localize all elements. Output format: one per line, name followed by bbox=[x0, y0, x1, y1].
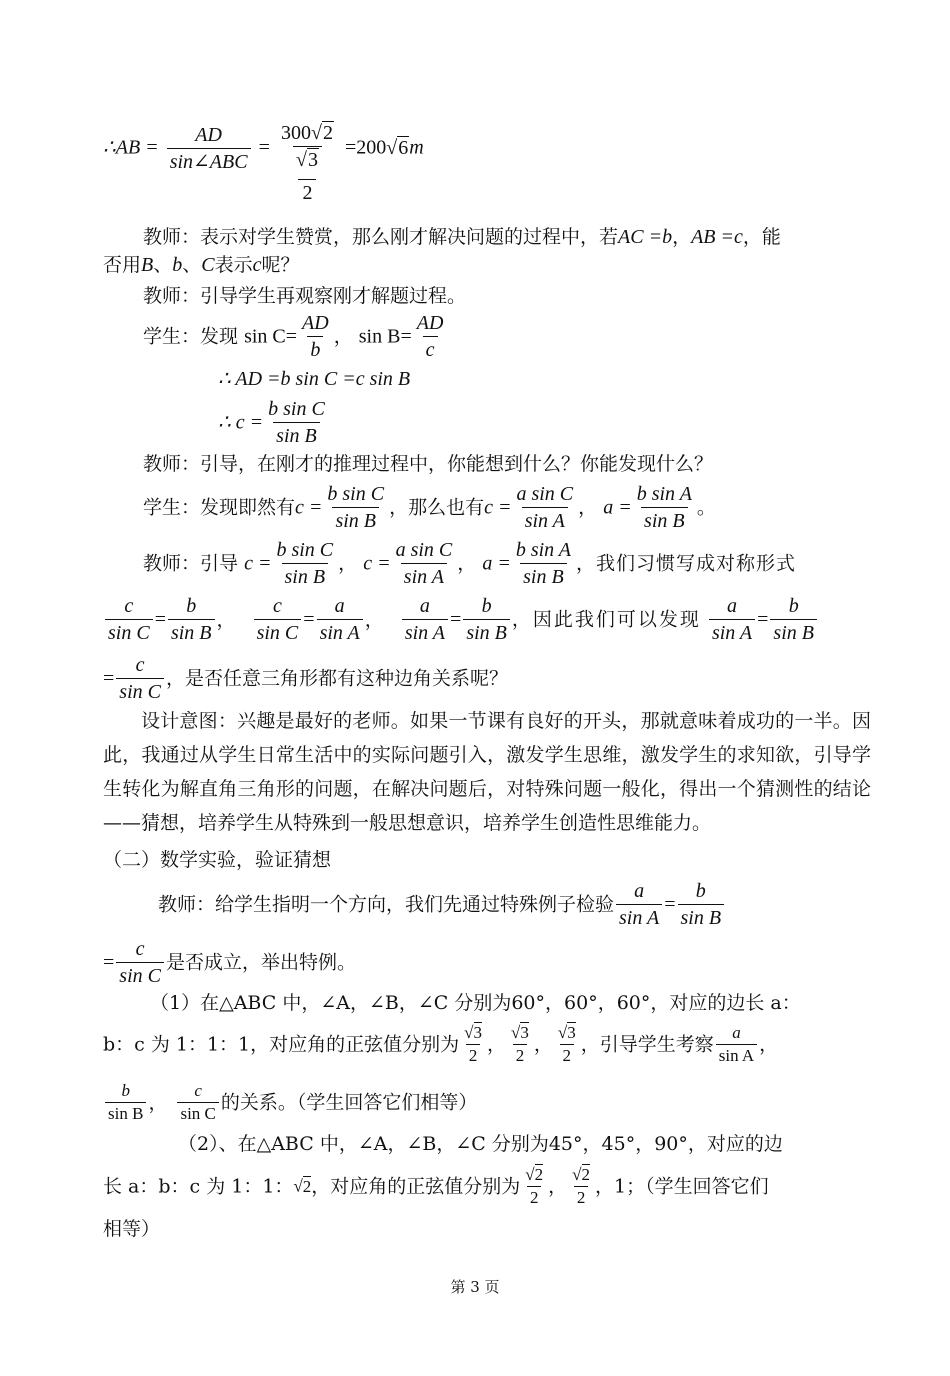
radicand: 6 bbox=[398, 136, 409, 159]
text: 教师：引导 bbox=[143, 552, 239, 575]
numerator: a bbox=[334, 595, 345, 617]
numerator: √3 bbox=[557, 1023, 576, 1042]
text: 教师：给学生指明一个方向，我们先通过特殊例子检验 bbox=[158, 893, 615, 916]
numerator: b bbox=[481, 595, 492, 617]
comma: ， bbox=[487, 1033, 507, 1056]
denominator: sin B bbox=[678, 904, 725, 931]
ab-eq-c: AB =c bbox=[691, 226, 743, 248]
denominator: 2 bbox=[527, 1186, 542, 1209]
numerator: b bbox=[121, 1081, 130, 1100]
radicand: 2 bbox=[581, 1165, 590, 1184]
teacher-line-4 bbox=[143, 537, 796, 590]
fraction-b-sinb bbox=[463, 593, 510, 646]
denominator: 2 bbox=[466, 1044, 481, 1067]
fraction-bsinc-sinb bbox=[273, 537, 336, 590]
fraction-bsina-sinb bbox=[634, 481, 695, 534]
c-label: c = bbox=[295, 496, 323, 519]
numerator: c bbox=[135, 938, 145, 960]
denominator: sin B bbox=[332, 507, 379, 534]
numerator: c bbox=[135, 654, 145, 676]
fraction-300root2 bbox=[278, 120, 337, 206]
numerator: b bbox=[695, 880, 706, 902]
comma: ， bbox=[533, 1033, 553, 1056]
result-value: =200 bbox=[344, 136, 387, 159]
equals: = bbox=[757, 608, 769, 631]
denominator: sin B bbox=[463, 619, 510, 646]
denominator: sin C bbox=[254, 619, 302, 646]
comma: ， bbox=[672, 226, 692, 248]
comma: ， bbox=[759, 1033, 779, 1056]
text: b：c 为 1：1：1，对应角的正弦值分别为 bbox=[103, 1033, 460, 1056]
numerator: √2 bbox=[525, 1165, 544, 1184]
text: ，引导学生考察 bbox=[580, 1033, 714, 1056]
student-line-1 bbox=[143, 310, 448, 363]
denominator: sin A bbox=[616, 904, 662, 931]
var-C: C bbox=[201, 254, 215, 276]
text: 教师：表示对学生赞赏，那么刚才解决问题的过程中，若 bbox=[143, 226, 619, 248]
example-2-line-2 bbox=[103, 1164, 769, 1209]
numerator: a sin C bbox=[395, 539, 453, 561]
question-line bbox=[103, 652, 508, 705]
symmetric-forms bbox=[103, 593, 819, 646]
comma: ， bbox=[548, 1175, 568, 1198]
radicand: 2 bbox=[302, 1176, 312, 1196]
numerator: AD bbox=[416, 312, 444, 334]
period: 。 bbox=[696, 496, 716, 519]
design-intent-paragraph: 设计意图：兴趣是最好的老师。如果一节课有良好的开头，那就意味着成功的一半。因此，我通过从学生日常生活中的实际问题引入，激发学生思维，激发学生的求知欲，引导学生转化为解直角三角形的问题，在解决问题后，对特殊问题一般化，得出一个猜测性的结论——猜想，培养学生从特殊到一般思想意识，培养学生创造性思维能力。 bbox=[103, 710, 871, 834]
radicand: 3 bbox=[567, 1023, 576, 1042]
numerator: c bbox=[124, 595, 134, 617]
example-1-line-1: （1）在△ABC 中，∠A，∠B，∠C 分别为60°，60°，60°，对应的边长 a： bbox=[150, 992, 801, 1014]
text: 呢？ bbox=[261, 254, 300, 276]
teacher-line-1 bbox=[143, 224, 781, 250]
unit: m bbox=[409, 136, 424, 159]
fraction-a-sina bbox=[402, 593, 448, 646]
equals: = bbox=[258, 136, 270, 159]
denominator: sin B bbox=[273, 422, 320, 449]
denominator: sin A bbox=[317, 619, 363, 646]
denominator: sin C bbox=[177, 1102, 218, 1125]
fraction-root3-over-2 bbox=[508, 1022, 532, 1067]
example-2-line-1: （2）、在△ABC 中，∠A，∠B，∠C 分别为45°，45°，90°，对应的边 bbox=[178, 1133, 783, 1155]
fraction-ad-sin-abc bbox=[167, 122, 251, 175]
c-label: c = bbox=[363, 552, 391, 575]
denominator: 2 bbox=[560, 1044, 575, 1067]
fraction-a-sina bbox=[709, 593, 755, 646]
fraction-c-sinc bbox=[254, 593, 302, 646]
numerator: b sin C bbox=[276, 539, 334, 561]
text: 学生：发现 bbox=[143, 325, 239, 348]
text: ，对应角的正弦值分别为 bbox=[311, 1175, 521, 1198]
example-2-line-3: 相等） bbox=[103, 1218, 161, 1240]
student-line-2 bbox=[143, 481, 716, 534]
fraction-b-sinb bbox=[678, 878, 725, 931]
denominator: sin A bbox=[401, 563, 447, 590]
fraction-ad-c bbox=[414, 310, 447, 363]
fraction-a-sina bbox=[616, 878, 662, 931]
denominator: sin A bbox=[709, 619, 755, 646]
numerator: √3 bbox=[464, 1023, 482, 1042]
radicand: 2 bbox=[322, 122, 333, 144]
numerator: b sin C bbox=[327, 483, 385, 505]
numerator: a bbox=[419, 595, 430, 617]
numerator bbox=[278, 120, 337, 146]
numerator: b sin C bbox=[268, 398, 325, 420]
sin-c: sin C bbox=[244, 325, 286, 348]
fraction-a-sina bbox=[317, 593, 363, 646]
numerator: c bbox=[194, 1081, 202, 1100]
equals: = bbox=[154, 608, 166, 631]
text: 是否成立，举出特例。 bbox=[165, 951, 356, 974]
ac-eq-b: AC =b bbox=[618, 226, 673, 248]
equals: = bbox=[103, 951, 115, 974]
equals: = bbox=[664, 893, 676, 916]
denominator: sin C bbox=[116, 678, 164, 705]
text: ，能 bbox=[742, 226, 781, 248]
denominator: sin B bbox=[282, 563, 329, 590]
text: 表示 bbox=[214, 254, 253, 276]
numerator: √3 bbox=[511, 1023, 529, 1042]
denominator: sin A bbox=[716, 1044, 757, 1067]
fraction-bsinc-sinb bbox=[324, 481, 387, 534]
var-B: B bbox=[141, 254, 154, 276]
inner-denominator: 2 bbox=[298, 179, 316, 206]
var-b: b bbox=[172, 254, 183, 276]
numerator: AD bbox=[302, 312, 329, 334]
fraction-c-sinc bbox=[116, 652, 164, 705]
comma: ， bbox=[578, 496, 598, 519]
fraction-root2-over-2 bbox=[569, 1164, 593, 1209]
denominator: sin B bbox=[168, 619, 215, 646]
denominator: sin A bbox=[402, 619, 448, 646]
numerator: b sin A bbox=[636, 483, 692, 505]
c-label: c = bbox=[484, 496, 512, 519]
numerator: c bbox=[272, 595, 282, 617]
ab-derivation bbox=[103, 122, 424, 206]
fraction-root2-over-2 bbox=[522, 1164, 546, 1209]
teacher-direction-cont bbox=[103, 936, 356, 989]
fraction-c-sinc bbox=[105, 593, 153, 646]
fraction-ad-b bbox=[299, 310, 332, 363]
comma: ， bbox=[148, 1091, 168, 1114]
fraction-a-sina bbox=[716, 1022, 757, 1067]
sep: 、 bbox=[153, 254, 173, 276]
c-derivation bbox=[218, 396, 330, 449]
example-1-line-2 bbox=[103, 1022, 778, 1067]
comma: ， bbox=[216, 608, 236, 631]
ab-label: ∴AB = bbox=[103, 136, 159, 159]
numerator: a bbox=[634, 880, 645, 902]
teacher-line-1-cont bbox=[103, 252, 300, 278]
denominator: sin A bbox=[522, 507, 568, 534]
var-c: c bbox=[252, 254, 262, 276]
c-label: ∴ c = bbox=[218, 411, 264, 434]
comma: ， bbox=[333, 325, 353, 348]
text: 否用 bbox=[103, 254, 142, 276]
denominator: sin B bbox=[105, 1102, 146, 1125]
numerator: b bbox=[788, 595, 799, 617]
equals: = bbox=[285, 325, 298, 348]
fraction-asinc-sina bbox=[393, 537, 456, 590]
radicand: 3 bbox=[473, 1023, 482, 1042]
fraction-b-sinb bbox=[168, 593, 215, 646]
teacher-direction bbox=[158, 878, 726, 931]
fraction-b-sinb bbox=[105, 1080, 146, 1125]
page-number: 第 3 页 bbox=[450, 1278, 500, 1296]
sqrt-2: √2 bbox=[293, 1176, 312, 1196]
text: 的关系。（学生回答它们相等） bbox=[220, 1091, 478, 1114]
denominator: sin C bbox=[116, 962, 164, 989]
sqrt-6: √6 bbox=[386, 136, 409, 159]
radicand: 3 bbox=[520, 1023, 529, 1042]
value-300: 300 bbox=[280, 122, 311, 144]
denominator: sin∠ABC bbox=[167, 148, 251, 175]
sqrt-2: √2 bbox=[310, 122, 333, 144]
fraction-c-sinc bbox=[116, 936, 164, 989]
fraction-root3-over-2 bbox=[461, 1022, 485, 1067]
text: ，1；（学生回答它们 bbox=[595, 1175, 769, 1198]
text: ，因此我们可以发现 bbox=[511, 608, 701, 631]
denominator: sin B bbox=[770, 619, 817, 646]
text: 学生：发现即然有 bbox=[143, 496, 296, 519]
numerator: √2 bbox=[572, 1165, 590, 1184]
denominator: 2 bbox=[513, 1044, 528, 1067]
numerator: a sin C bbox=[516, 483, 574, 505]
teacher-line-3: 教师：引导，在刚才的推理过程中，你能想到什么？你能发现什么？ bbox=[143, 453, 714, 475]
equals: = bbox=[103, 667, 115, 690]
sqrt-3: √3 bbox=[295, 149, 318, 171]
radicand: 2 bbox=[534, 1165, 544, 1184]
denominator: sin B bbox=[641, 507, 688, 534]
denominator: sin B bbox=[520, 563, 567, 590]
equals: = bbox=[450, 608, 462, 631]
numerator: a bbox=[732, 1023, 741, 1042]
fraction-bsinc-sinb bbox=[265, 396, 328, 449]
numerator: b sin A bbox=[515, 539, 572, 561]
teacher-line-2: 教师：引导学生再观察刚才解题过程。 bbox=[143, 285, 467, 307]
equals: = bbox=[303, 608, 315, 631]
a-label: a = bbox=[482, 552, 511, 575]
fraction-c-sinc bbox=[177, 1080, 218, 1125]
numerator: AD bbox=[195, 124, 222, 146]
fraction-root3-over-2 bbox=[555, 1022, 579, 1067]
text: ，是否任意三角形都有这种边角关系呢？ bbox=[165, 667, 508, 690]
numerator: b bbox=[186, 595, 197, 617]
equals: = bbox=[400, 325, 412, 348]
fraction-bsina-sinb bbox=[513, 537, 574, 590]
sep: 、 bbox=[182, 254, 202, 276]
text: 长 a：b：c 为 1：1： bbox=[103, 1175, 294, 1198]
denominator: c bbox=[423, 336, 438, 363]
ad-line: ∴ AD =b sin C =c sin B bbox=[218, 368, 411, 390]
comma: ， bbox=[364, 608, 384, 631]
text: ，那么也有 bbox=[389, 496, 485, 519]
denominator: 2 bbox=[574, 1186, 589, 1209]
example-1-line-3 bbox=[103, 1080, 477, 1125]
text: ，我们习惯写成对称形式 bbox=[576, 552, 797, 575]
a-label: a = bbox=[603, 496, 632, 519]
comma: ， bbox=[457, 552, 477, 575]
sin-b: sin B bbox=[358, 325, 401, 348]
numerator: a bbox=[727, 595, 738, 617]
c-label: c = bbox=[244, 552, 272, 575]
radicand: 3 bbox=[307, 149, 318, 171]
fraction-b-sinb bbox=[770, 593, 817, 646]
denominator: sin C bbox=[105, 619, 153, 646]
denominator bbox=[293, 146, 322, 206]
denominator: b bbox=[307, 336, 323, 363]
section-heading: （二）数学实验，验证猜想 bbox=[103, 849, 332, 871]
fraction-asinc-sina bbox=[513, 481, 576, 534]
comma: ， bbox=[338, 552, 358, 575]
